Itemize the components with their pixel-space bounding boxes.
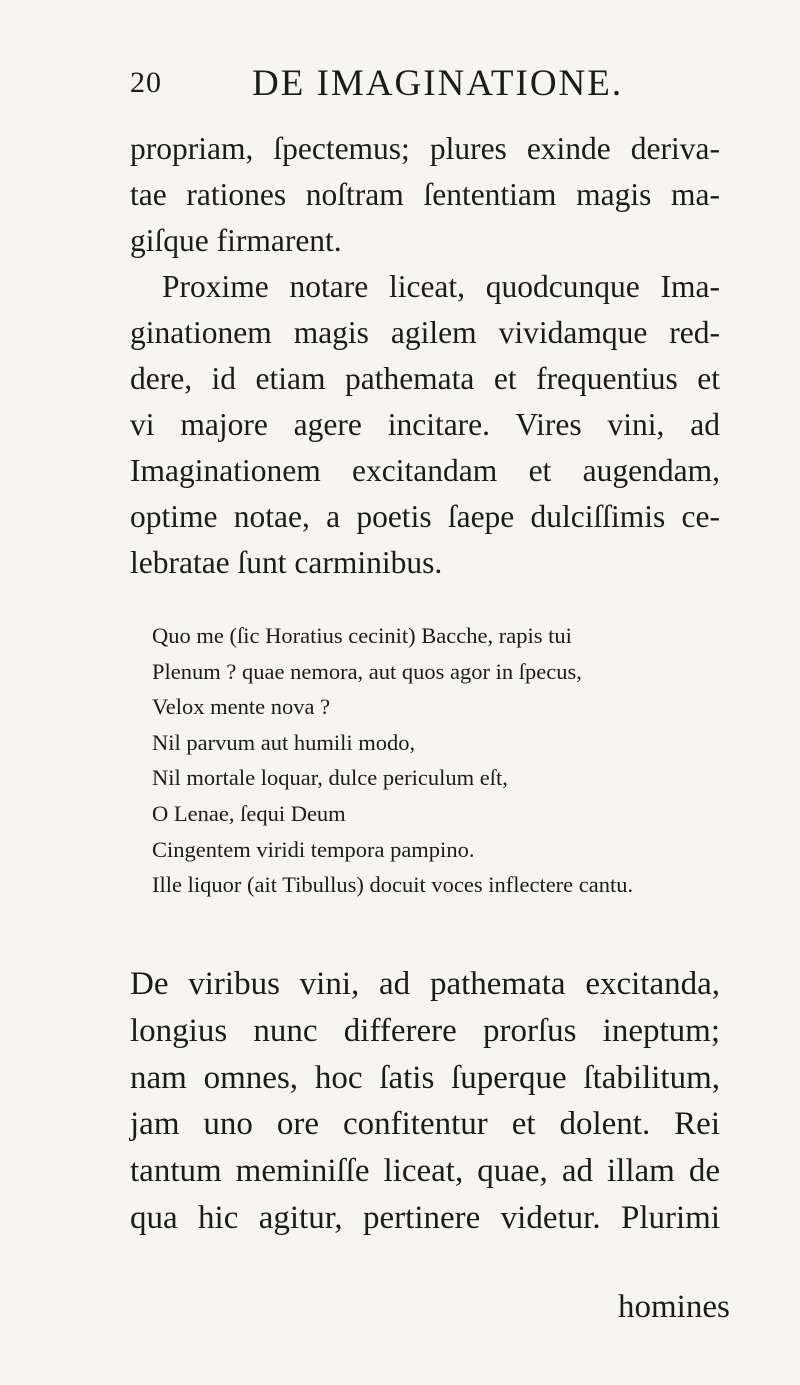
text-line: nam omnes, hoc ſatis ſuperque ſtabilitum, [130, 1059, 720, 1096]
text-line: De viribus vini, ad pathemata excitanda, [130, 966, 720, 1002]
verse-line: Velox mente nova ? [152, 694, 331, 720]
page-number: 20 [130, 66, 162, 99]
verse-line: Cingentem viridi tempora pampino. [152, 836, 475, 862]
verse-line: Ille liquor (ait Tibullus) docuit voces inflectere cantu. [152, 872, 634, 898]
text-line: jam uno ore confitentur et dolent. Rei [130, 1106, 720, 1143]
text-line: longius nunc differere prorſus ineptum; [130, 1012, 720, 1049]
body-text-upper [130, 126, 720, 586]
text-line: propriam, ſpectemus; plures exinde deriva- [130, 131, 720, 166]
verse-line: Nil parvum aut humili modo, [152, 729, 416, 755]
text-line: dere, id etiam pathemata et frequentius et [130, 361, 720, 396]
text-line: optime notae, a poetis ſaepe dulciſſimis ce- [130, 499, 720, 534]
verse-line: Nil mortale loquar, dulce periculum eſt, [152, 765, 508, 791]
text-line: tantum meminiſſe liceat, quae, ad illam de [130, 1153, 720, 1190]
paragraph-3 [130, 961, 720, 1242]
text-line: vi majore agere incitare. Vires vini, ad [130, 407, 720, 442]
paragraph-1 [130, 126, 720, 264]
running-title: DE IMAGINATIONE. [252, 63, 624, 104]
text-line: tae rationes noſtram ſententiam magis ma- [130, 177, 720, 212]
text-line: ginationem magis agilem vividamque red- [130, 315, 720, 350]
text-line: Proxime notare liceat, quodcunque Ima- [162, 269, 720, 304]
verse-line: Quo me (ſic Horatius cecinit) Bacche, rapis tui [152, 623, 572, 648]
text-line: giſque firmarent. [130, 223, 342, 258]
verse-line: Plenum ? quae nemora, aut quos agor in ſpecus, [152, 658, 582, 684]
text-line: Imaginationem excitandam et augendam, [130, 453, 720, 488]
page-header [130, 62, 730, 112]
text-line: qua hic agitur, pertinere videtur. Plurimi [130, 1199, 720, 1236]
verse-line: O Lenae, ſequi Deum [152, 800, 346, 826]
text-line: lebratae ſunt carminibus. [130, 545, 443, 580]
catchword: homines [618, 1289, 730, 1325]
verse-quotation [152, 618, 722, 903]
paragraph-2 [130, 264, 720, 586]
